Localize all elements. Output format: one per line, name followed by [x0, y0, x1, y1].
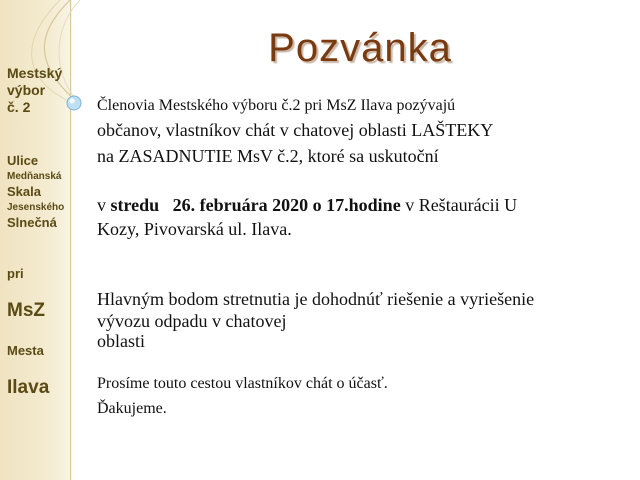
sidebar-label-mestsky: Mestský — [7, 65, 63, 81]
sidebar-street-skala: Skala — [7, 184, 41, 199]
intro-line-1: Členovia Mestského výboru č.2 pri MsZ Ilava pozývajú — [97, 97, 456, 114]
sidebar-label-msz: MsZ — [7, 300, 45, 321]
sidebar-street-slnecna: Slnečná — [7, 215, 57, 230]
sidebar-label-pri: pri — [7, 266, 24, 281]
topic-line-2: vývozu odpadu v chatovej — [97, 311, 287, 331]
topic-line-3: oblasti — [97, 331, 145, 351]
meeting-when-prefix: v — [97, 195, 111, 215]
sidebar-label-ilava: Ilava — [7, 377, 50, 398]
meeting-date: stredu 26. februára 2020 o 17.hodine — [110, 195, 401, 215]
sidebar-label-vybor: výbor — [7, 82, 46, 98]
meeting-place: v Reštaurácii U — [400, 195, 518, 215]
sidebar-label-number: č. 2 — [7, 99, 31, 115]
meeting-when-line — [97, 195, 517, 216]
page-title: Pozvánka — [268, 26, 452, 70]
sidebar-label-mesta: Mesta — [7, 343, 44, 358]
sidebar-label-ulice: Ulice — [7, 153, 39, 168]
intro-line-3: na ZASADNUTIE MsV č.2, ktoré sa uskutoční — [97, 146, 439, 166]
sidebar-street-jesenskeho: Jesenského — [7, 202, 65, 213]
intro-line-2: občanov, vlastníkov chát v chatovej oblasti LAŠTEKY — [97, 120, 494, 140]
thanks-line: Ďakujeme. — [97, 400, 167, 417]
request-line: Prosíme touto cestou vlastníkov chát o účasť. — [97, 375, 388, 392]
topic-line-1: Hlavným bodom stretnutia je dohodnúť riešenie a vyriešenie — [97, 289, 535, 309]
sidebar-street-mednanska: Medňanská — [7, 171, 62, 182]
meeting-address: Kozy, Pivovarská ul. Ilava. — [97, 219, 292, 239]
